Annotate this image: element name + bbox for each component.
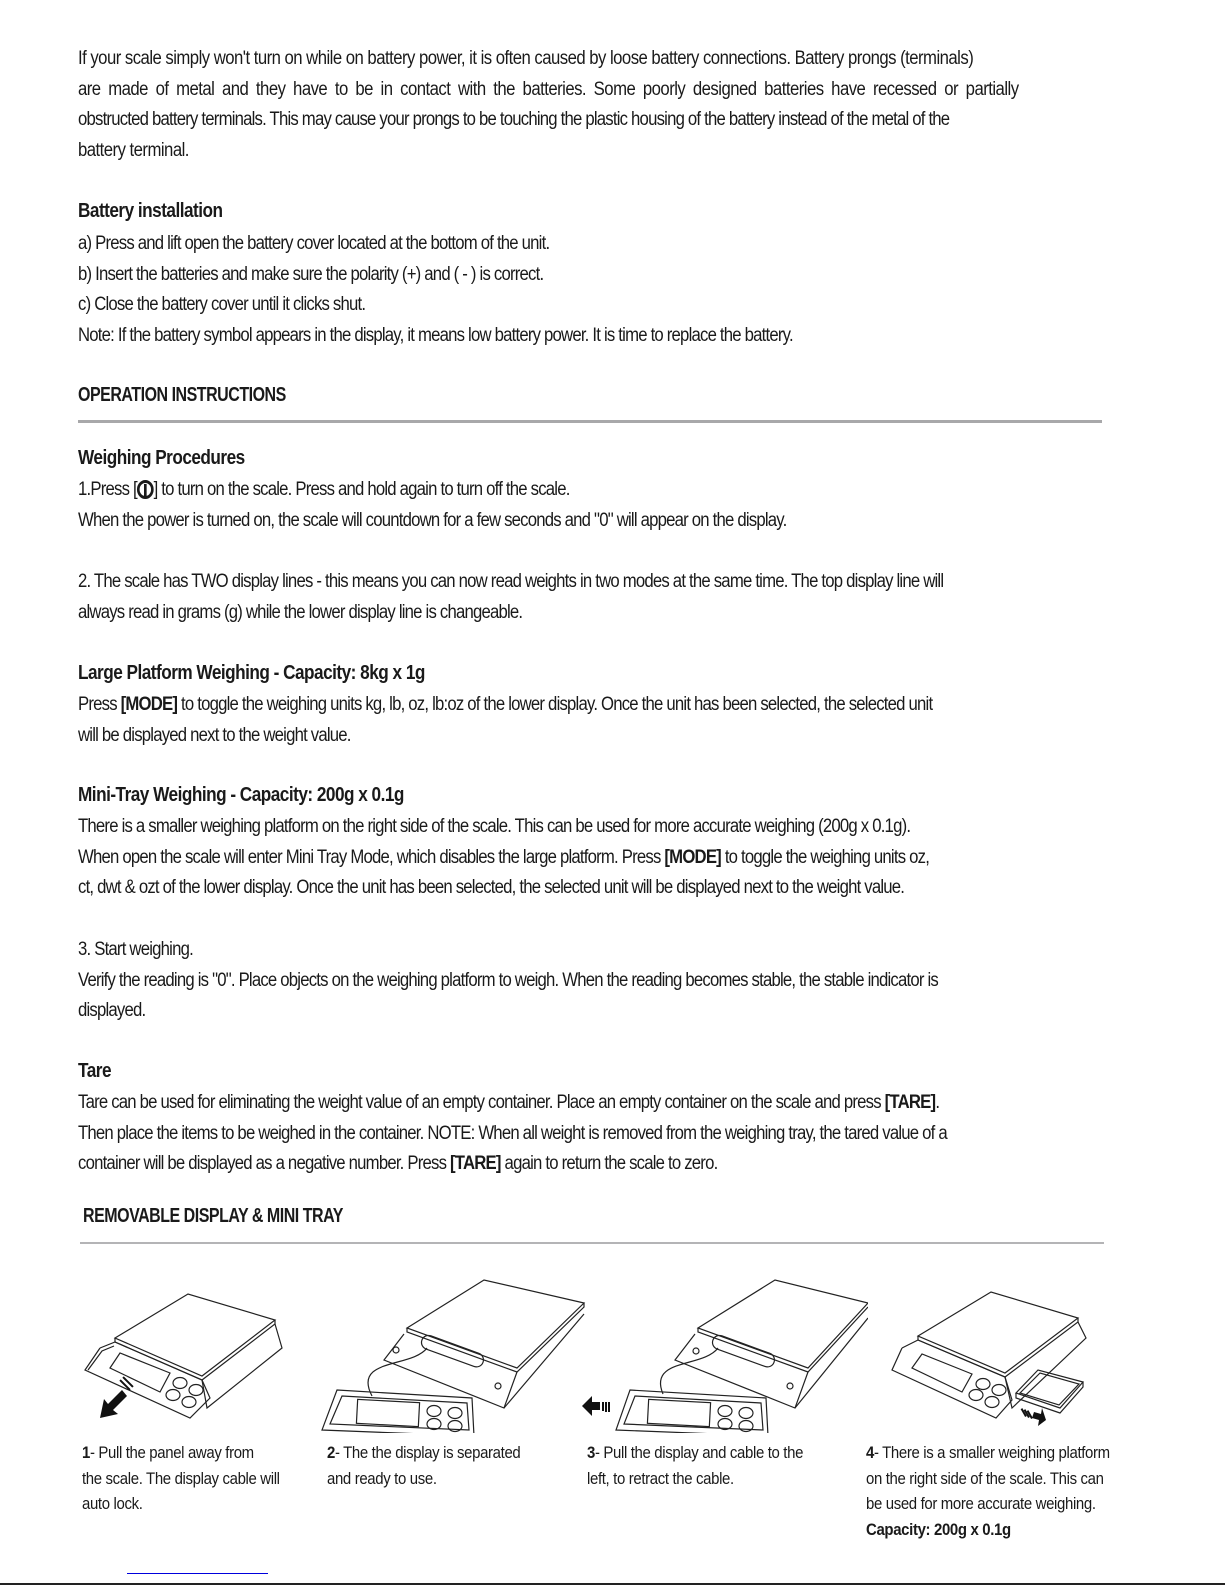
scale-mini-tray-illustration: [888, 1258, 1118, 1433]
caption-text: - Pull the panel away from: [89, 1443, 254, 1462]
tare-text: .: [935, 1092, 940, 1113]
mode-key-label: [MODE]: [120, 694, 178, 715]
link-underline[interactable]: [127, 1573, 268, 1574]
caption-text: and ready to use.: [327, 1468, 437, 1488]
tare-text: container will be displayed as a negative number. Press: [78, 1153, 451, 1174]
intro-line: battery terminal.: [78, 139, 189, 161]
intro-line: are made of metal and they have to be in contact with the batteries. Some poorly designed batteries have recessed or partially: [78, 78, 1019, 100]
weighing-procedures-step1: [78, 475, 1108, 536]
mini-tray-heading: Mini-Tray Weighing - Capacity: 200g x 0.1g: [78, 784, 404, 806]
figure-caption-1: [82, 1440, 280, 1517]
caption-text: - There is a smaller weighing platform: [873, 1443, 1110, 1462]
caption-text: - Pull the display and cable to the: [594, 1443, 804, 1462]
mini-tray-text: to toggle the weighing units oz,: [720, 846, 930, 868]
large-platform-heading: Large Platform Weighing - Capacity: 8kg x 1g: [78, 662, 425, 684]
large-platform-text: Press: [78, 694, 121, 715]
intro-paragraph: [78, 44, 1108, 166]
tare-key-label: [TARE]: [884, 1092, 936, 1113]
figure-caption-3: [587, 1440, 803, 1491]
large-platform-text: to toggle the weighing units kg, lb, oz, lb:oz of the lower display. Once the unit has been selected, the selected unit: [177, 694, 933, 715]
battery-installation-heading: Battery installation: [78, 200, 223, 222]
battery-step: c) Close the battery cover until it clicks shut.: [78, 294, 366, 315]
step2-line1: 2. The scale has TWO display lines - this means you can now read weights in two modes at the same time. The top display line will: [78, 571, 944, 592]
tare-text: Tare can be used for eliminating the weight value of an empty container. Place an empty container on the scale and press: [78, 1092, 885, 1113]
start-weighing-line1: Verify the reading is "0". Place objects on the weighing platform to weigh. When the reading becomes stable, the stable indicator is: [78, 969, 938, 991]
caption-text: on the right side of the scale. This can: [866, 1468, 1104, 1488]
start-weighing: [78, 935, 1108, 1027]
step1-prefix: 1.Press [: [78, 479, 137, 500]
caption-text: the scale. The display cable will: [82, 1468, 280, 1488]
battery-installation-steps: [78, 229, 1108, 351]
figure-number: 4: [866, 1443, 874, 1462]
intro-line: obstructed battery terminals. This may cause your prongs to be touching the plastic housing of the battery instead of the metal of the: [78, 109, 950, 130]
step1-line2: When the power is turned on, the scale will countdown for a few seconds and "0" will appear on the display.: [78, 509, 787, 531]
start-weighing-title: 3. Start weighing.: [78, 939, 193, 960]
power-icon: [137, 480, 154, 499]
tare-body: [78, 1088, 1108, 1180]
intro-line: If your scale simply won't turn on while on battery power, it is often caused by loose battery connections. Battery prongs (terminals): [78, 48, 974, 69]
mini-tray-line1: There is a smaller weighing platform on the right side of the scale. This can be used for more accurate weighing (200g x 0.1g).: [78, 816, 911, 837]
large-platform-line2: will be displayed next to the weight value.: [78, 724, 351, 746]
figure-number: 3: [587, 1443, 595, 1462]
tare-heading: Tare: [78, 1060, 112, 1082]
battery-step: a) Press and lift open the battery cover located at the bottom of the unit.: [78, 233, 550, 254]
battery-step: b) Insert the batteries and make sure the polarity (+) and ( - ) is correct.: [78, 263, 544, 285]
caption-text: - The the display is separated: [334, 1443, 521, 1462]
step2-line2: always read in grams (g) while the lower display line is changeable.: [78, 601, 523, 623]
weighing-procedures-step2: [78, 567, 1108, 628]
weighing-procedures-heading: Weighing Procedures: [78, 447, 245, 469]
figure-number: 2: [327, 1443, 335, 1462]
caption-text: left, to retract the cable.: [587, 1468, 734, 1488]
tare-line2: Then place the items to be weighed in the container. NOTE: When all weight is removed from the weighing tray, the tared value of a: [78, 1122, 947, 1144]
mini-tray-line3: ct, dwt & ozt of the lower display. Once the unit has been selected, the selected unit will be displayed next to the weight value.: [78, 877, 905, 898]
figure-caption-4: [866, 1440, 1110, 1542]
scale-display-separated-illustration: [312, 1258, 587, 1433]
figure-caption-2: [327, 1440, 520, 1491]
mini-tray-text: When open the scale will enter Mini Tray Mode, which disables the large platform. Press: [78, 846, 665, 868]
battery-note: Note: If the battery symbol appears in the display, it means low battery power. It is time to replace the battery.: [78, 324, 793, 346]
step1-suffix: ] to turn on the scale. Press and hold again to turn off the scale.: [153, 479, 570, 500]
section-divider: [80, 1242, 1104, 1244]
scale-pull-panel-illustration: [70, 1258, 300, 1428]
mini-tray-capacity: Capacity: 200g x 0.1g: [866, 1519, 1011, 1539]
start-weighing-line2: displayed.: [78, 1000, 146, 1021]
operation-instructions-heading: OPERATION INSTRUCTIONS: [78, 384, 286, 406]
removable-display-heading: REMOVABLE DISPLAY & MINI TRAY: [83, 1205, 343, 1227]
mini-tray-body: [78, 812, 1108, 904]
section-divider: [78, 420, 1102, 423]
caption-text: auto lock.: [82, 1494, 143, 1513]
caption-text: be used for more accurate weighing.: [866, 1494, 1096, 1513]
large-platform-body: [78, 690, 1108, 751]
figure-number: 1: [82, 1443, 90, 1462]
tare-text: again to return the scale to zero.: [500, 1153, 718, 1174]
scale-retract-cable-illustration: [568, 1258, 868, 1433]
mode-key-label: [MODE]: [664, 846, 721, 868]
tare-key-label: [TARE]: [450, 1153, 501, 1174]
